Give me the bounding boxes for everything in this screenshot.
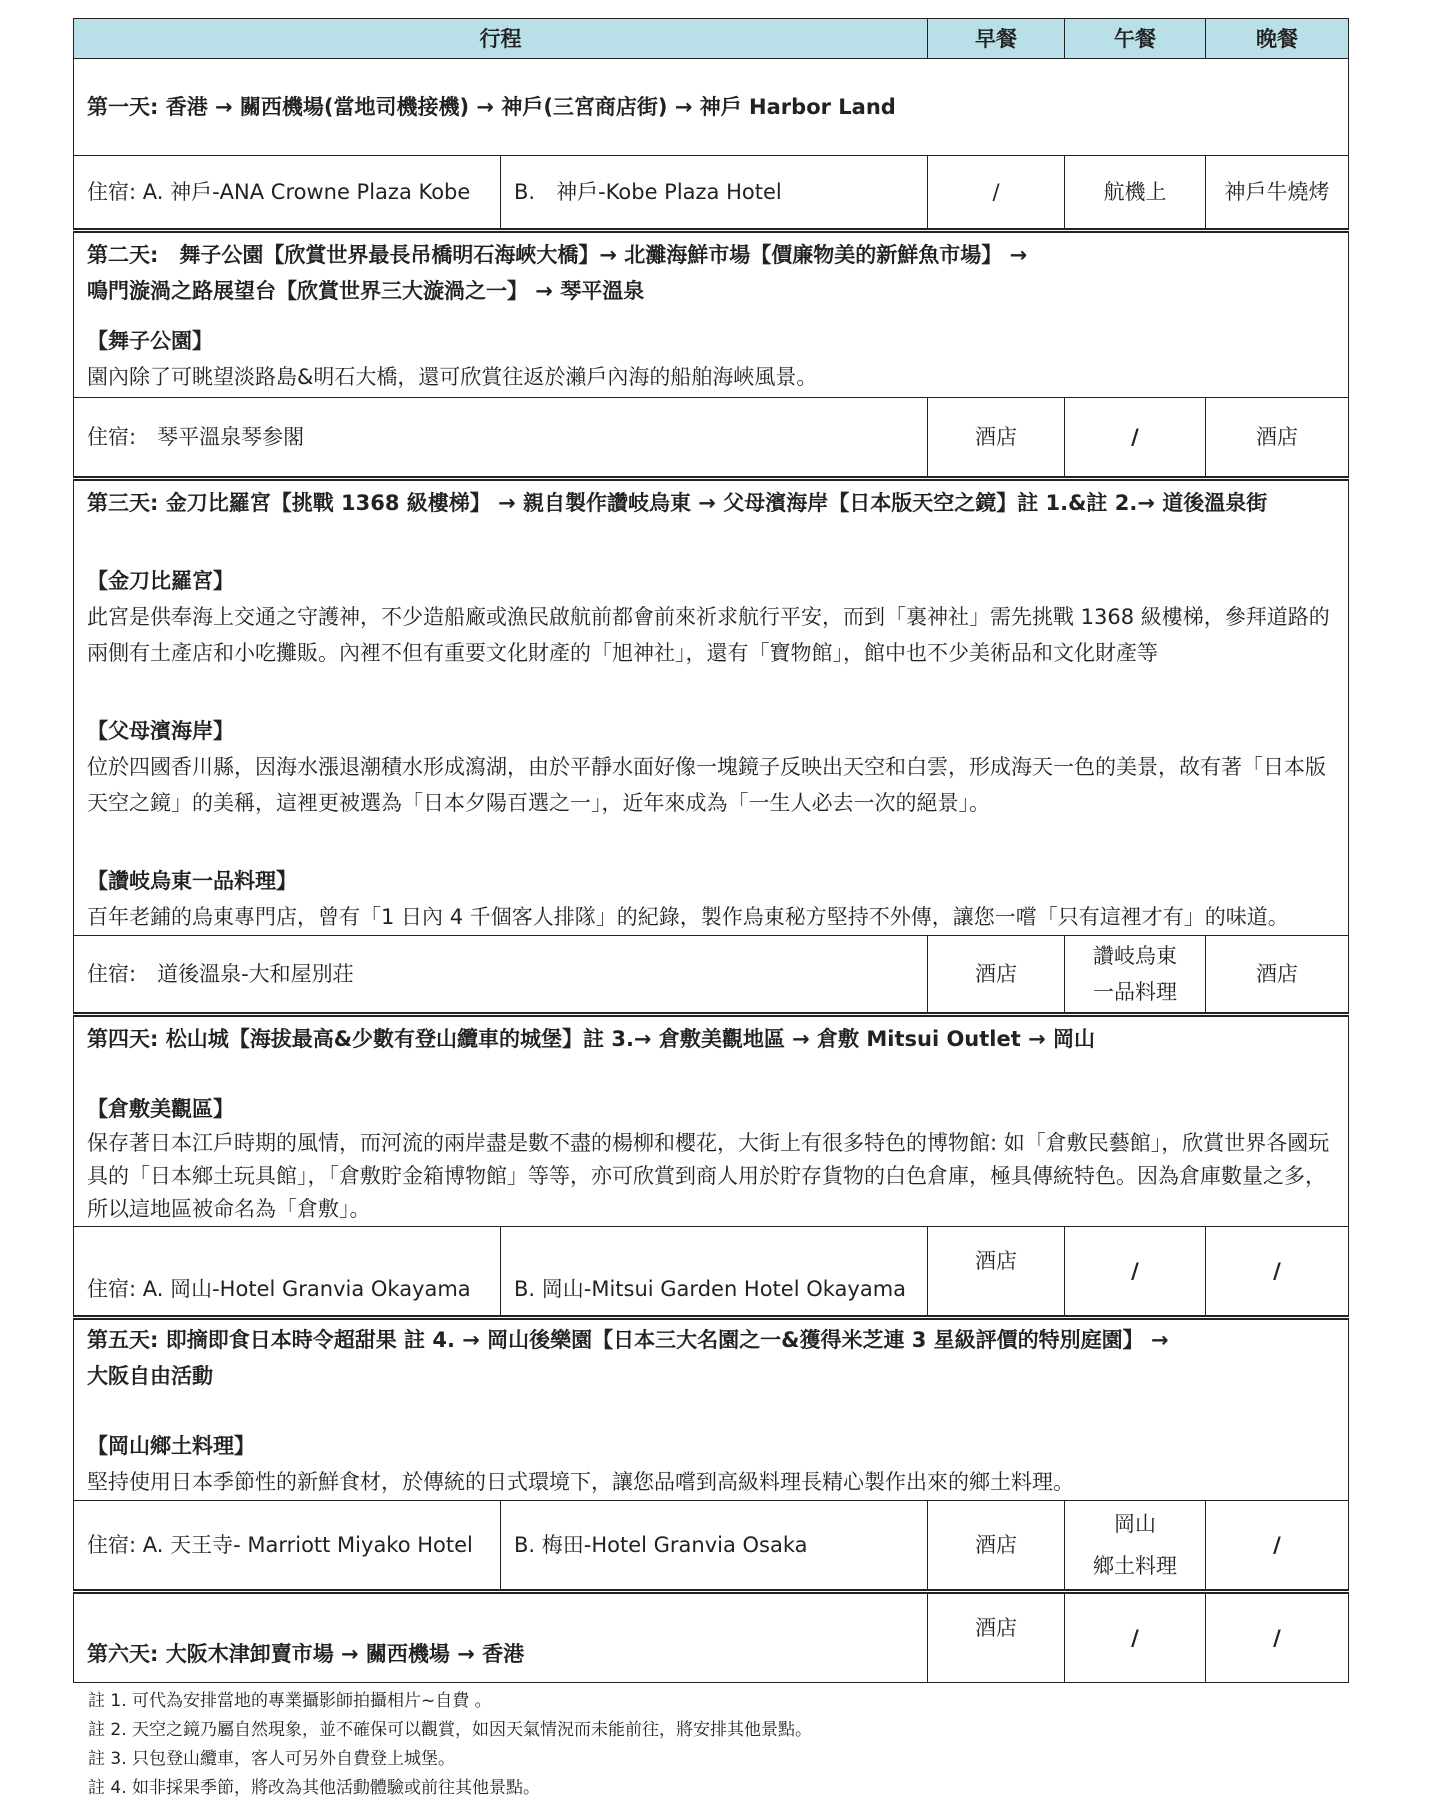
day5-stay-row (74, 1501, 1349, 1592)
day4-title: 第四天: 松山城【海拔最高&少數有登山纜車的城堡】註 3.→ 倉敷美觀地區 → 倉敷 Mitsui Outlet → 岡山 (87, 1027, 1095, 1051)
day2-stay-row (74, 398, 1349, 479)
footnotes (73, 1687, 1348, 1803)
day2-section-text: 園內除了可眺望淡路島&明石大橋，還可欣賞往返於瀨戶內海的船舶海峽風景。 (87, 365, 818, 389)
day2-title-line1: 第二天: 舞子公園【欣賞世界最長吊橋明石海峽大橋】→ 北灘海鮮市場【價廉物美的新鮮魚市場】 → (87, 243, 1028, 267)
day3-s3-text: 百年老鋪的烏東專門店，曾有「1 日內 4 千個客人排隊」的紀錄，製作烏東秘方堅持不外傳，讓您一嚐「只有這裡才有」的味道。 (87, 905, 1289, 929)
footnote: 註 3. 只包登山纜車，客人可另外自費登上城堡。 (88, 1749, 456, 1769)
day3-s2-title: 【父母濱海岸】 (87, 719, 234, 743)
day5-dinner: / (1206, 1501, 1349, 1592)
day4-dinner: / (1206, 1227, 1349, 1318)
day2-title-line2: 鳴門漩渦之路展望台【欣賞世界三大漩渦之一】 → 琴平溫泉 (87, 279, 645, 303)
day1-title: 第一天: 香港 → 關西機場(當地司機接機) → 神戶(三宮商店街) → 神戶 Harbor Land (74, 59, 1349, 156)
day2-breakfast: 酒店 (928, 398, 1065, 479)
day3-s2-text: 位於四國香川縣，因海水漲退潮積水形成瀉湖，由於平靜水面好像一塊鏡子反映出天空和白雲，形成海天一色的美景，故有著「日本版天空之鏡」的美稱，這裡更被選為「日本夕陽百選之一」，近年來成為「一生人必去一次的絕景」。 (87, 755, 1326, 815)
day3-lunch (1065, 936, 1206, 1015)
day4-content-row (74, 1015, 1349, 1227)
day1-dinner: 神戶牛燒烤 (1206, 156, 1349, 231)
day5-content (74, 1318, 1349, 1501)
day5-lunch-line2: 鄉土料理 (1093, 1554, 1177, 1578)
day6-row (74, 1592, 1349, 1683)
day3-lunch-line2: 一品料理 (1093, 980, 1177, 1004)
day6-lunch: / (1065, 1592, 1206, 1683)
day1-stay-b: B. 神戶-Kobe Plaza Hotel (501, 156, 928, 231)
spacer (87, 1394, 1335, 1422)
day5-content-row (74, 1318, 1349, 1501)
spacer (87, 821, 1335, 857)
day1-title-row (74, 59, 1349, 156)
day3-breakfast: 酒店 (928, 936, 1065, 1015)
day3-content (74, 479, 1349, 936)
day5-title-line2: 大阪自由活動 (87, 1364, 213, 1388)
day4-lunch: / (1065, 1227, 1206, 1318)
table-header (74, 19, 1349, 59)
day3-s3-title: 【讚岐烏東一品料理】 (87, 869, 297, 893)
day5-breakfast: 酒店 (928, 1501, 1065, 1592)
spacer (87, 521, 1335, 557)
day4-s1-text: 保存著日本江戶時期的風情，而河流的兩岸盡是數不盡的楊柳和櫻花，大街上有很多特色的博物館: 如「倉敷民藝館」，欣賞世界各國玩具的「日本鄉土玩具館」，「倉敷貯金箱博物館」等等，亦可欣賞到商人用於貯存貨物的白色倉庫，極具傳統特色。因為倉庫數量之多，所以這地區被命名為「倉敷」。 (87, 1131, 1330, 1221)
day3-content-row (74, 479, 1349, 936)
day2-content-row (74, 231, 1349, 398)
day4-breakfast: 酒店 (928, 1227, 1065, 1318)
day6-dinner: / (1206, 1592, 1349, 1683)
itinerary-table (73, 18, 1349, 1683)
day5-stay-b: B. 梅田-Hotel Granvia Osaka (501, 1501, 928, 1592)
day4-stay-b: B. 岡山-Mitsui Garden Hotel Okayama (501, 1227, 928, 1318)
day3-s1-text: 此宮是供奉海上交通之守護神，不少造船廠或漁民啟航前都會前來祈求航行平安，而到「裏神社」需先挑戰 1368 級樓梯，參拜道路的兩側有土產店和小吃攤販。內裡不但有重要文化財產的「旭神社」，還有「寶物館」，館中也不少美術品和文化財產等 (87, 605, 1330, 665)
day5-s1-text: 堅持使用日本季節性的新鮮食材，於傳統的日式環境下，讓您品嚐到高級料理長精心製作出來的鄉土料理。 (87, 1470, 1074, 1494)
header-dinner: 晚餐 (1206, 19, 1349, 59)
day2-section-title: 【舞子公園】 (87, 329, 213, 353)
day5-lunch (1065, 1501, 1206, 1592)
day1-lunch: 航機上 (1065, 156, 1206, 231)
itinerary-page (73, 18, 1348, 1803)
day4-stay-row (74, 1227, 1349, 1318)
day2-dinner: 酒店 (1206, 398, 1349, 479)
day5-title-line1: 第五天: 即摘即食日本時令超甜果 註 4. → 岡山後樂園【日本三大名園之一&獲得米芝連 3 星級評價的特別庭園】 → (87, 1328, 1169, 1352)
day3-title: 第三天: 金刀比羅宮【挑戰 1368 級樓梯】 → 親自製作讚岐烏東 → 父母濱海岸【日本版天空之鏡】註 1.&註 2.→ 道後溫泉街 (87, 491, 1268, 515)
day3-lunch-line1: 讚岐烏東 (1093, 944, 1177, 968)
day3-stay-row (74, 936, 1349, 1015)
day3-stay: 住宿: 道後溫泉-大和屋別荘 (74, 936, 928, 1015)
day1-stay-a: 住宿: A. 神戶-ANA Crowne Plaza Kobe (74, 156, 501, 231)
day1-breakfast: / (928, 156, 1065, 231)
day6-breakfast: 酒店 (928, 1592, 1065, 1683)
day1-stay-row (74, 156, 1349, 231)
day4-stay-a: 住宿: A. 岡山-Hotel Granvia Okayama (74, 1227, 501, 1318)
day6-title: 第六天: 大阪木津卸賣市場 → 關西機場 → 香港 (74, 1592, 928, 1683)
spacer (87, 1057, 1335, 1085)
header-breakfast: 早餐 (928, 19, 1065, 59)
day2-stay: 住宿: 琴平溫泉琴参閣 (74, 398, 928, 479)
day4-s1-title: 【倉敷美觀區】 (87, 1097, 234, 1121)
spacer (87, 671, 1335, 707)
header-lunch: 午餐 (1065, 19, 1206, 59)
day5-lunch-line1: 岡山 (1114, 1512, 1156, 1536)
day5-s1-title: 【岡山鄉土料理】 (87, 1434, 255, 1458)
footnote: 註 2. 天空之鏡乃屬自然現象，並不確保可以觀賞，如因天氣情況而未能前往，將安排其他景點。 (88, 1720, 813, 1740)
footnote: 註 4. 如非採果季節，將改為其他活動體驗或前往其他景點。 (88, 1778, 541, 1798)
day3-s1-title: 【金刀比羅宮】 (87, 569, 234, 593)
day4-content (74, 1015, 1349, 1227)
day5-stay-a: 住宿: A. 天王寺- Marriott Miyako Hotel (74, 1501, 501, 1592)
day2-lunch: / (1065, 398, 1206, 479)
day3-dinner: 酒店 (1206, 936, 1349, 1015)
footnote: 註 1. 可代為安排當地的專業攝影師拍攝相片~自費 。 (88, 1691, 492, 1711)
day2-content (74, 231, 1349, 398)
header-itinerary: 行程 (74, 19, 928, 59)
